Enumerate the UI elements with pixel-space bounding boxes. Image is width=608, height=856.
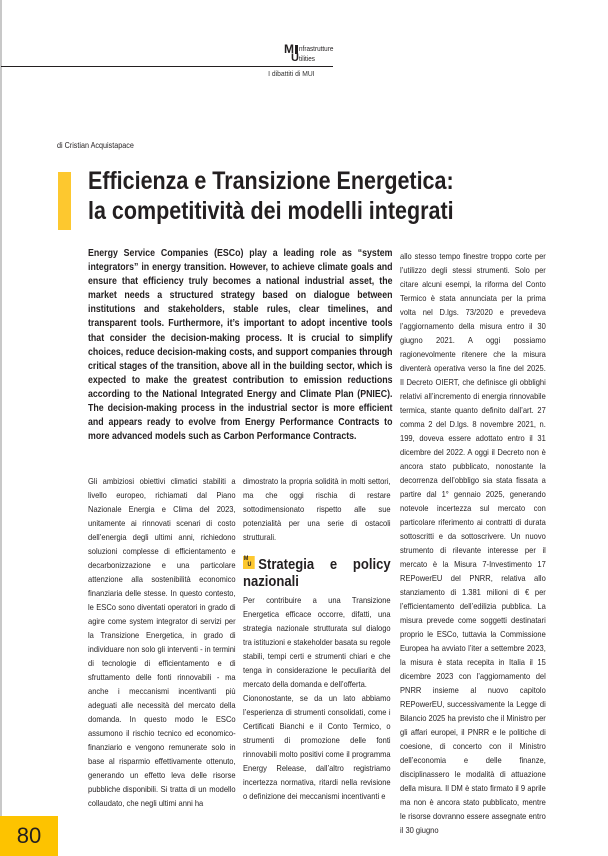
body-paragraph: dimostrato la propria solidità in molti settori, ma che oggi rischia di restare sottodimensionato rispetto alle sue potenzialità per una serie di ostacoli strutturali. xyxy=(243,476,391,542)
mu-section-icon xyxy=(243,556,255,569)
title-line-1: Efficienza e Transizione Energetica: xyxy=(88,167,454,195)
column-left xyxy=(88,474,236,810)
logo-word-infrastrutture: nfrastrutture xyxy=(299,44,334,53)
logo-mark-m: M xyxy=(284,42,293,56)
page-edge-border xyxy=(0,0,2,856)
body-paragraph: Per contribuire a una Transizione Energetica efficace occorre, difatti, una strategia nazionale strutturata sul dialogo tra istituzioni e stakeholder basata su regole stabili, tempi certi e strumenti chiari e che tenga in considerazione le peculiarità del mercato della domanda e dell’offerta. xyxy=(243,595,391,689)
column-right xyxy=(400,249,546,837)
header-rule xyxy=(1,66,333,67)
body-paragraph: Ciononostante, se da un lato abbiamo l’esperienza di strumenti consolidati, come i Certificati Bianchi e il Conto Termico, o strumenti di promozione delle fonti rinnovabili molto positivi come il programma Energy Release, dall’altro registriamo incertezza normativa, ritardi nella revisione o definizione dei meccanismi incentivanti e xyxy=(243,693,391,801)
logo-mark-u: U xyxy=(291,52,299,64)
body-paragraph: Gli ambiziosi obiettivi climatici stabiliti a livello europeo, richiamati dal Piano Nazionale Energia e Clima del 2023, unitamente ai rinnovati scenari di costo dell’energia degli ultimi anni, richiedono soluzioni complesse di efficientamento e decarbonizzazione e una particolare attenzione alla sostenibilità economico finanziaria delle stesse. In questo contesto, le ESCo sono diventati operatori in grado di agire come system integrator di servizi per la Transizione Energetica, in grado di individuare non solo gli interventi - in termini di tecnologie di efficientamento e di sfruttamento delle fonti rinnovabili - ma anche i meccanismi incentivanti più adeguati alle necessità del mercato della domanda. In questo modo le ESCo assumono il rischio tecnico ed economico-finanziario e vengono remunerate solo in base al risparmio effettivamente ottenuto, generando un effetto leva delle risorse pubbliche disponibili. Si tratta di un modello collaudato, che negli ultimi anni ha xyxy=(88,476,236,808)
section-label: I dibattiti di MUI xyxy=(268,69,315,78)
magazine-logo xyxy=(284,44,364,66)
column-middle xyxy=(243,474,391,803)
section-heading-text: Strategia e policy nazionali xyxy=(243,557,391,590)
title-line-2: la competitività dei modelli integrati xyxy=(88,197,454,225)
author-byline: di Cristian Acquistapace xyxy=(57,141,134,150)
article-title xyxy=(88,166,535,226)
body-paragraph: allo stesso tempo finestre troppo corte per l’utilizzo degli stessi strumenti. Solo per citare alcuni esempi, la riforma del Conto Termico è stata annunciata per la prima volta nel D.lgs. 73/2020 e prevedeva l’aggiornamento della misura entro il 30 giugno 2021. A oggi possiamo ragionevolmente ritenere che la misura diventerà operativa verso la fine del 2025. Il Decreto OIERT, che definisce gli obblighi relativi all’incremento di energia rinnovabile termica, stante quanto definito dall’art. 27 comma 2 del D.lgs. 8 novembre 2021, n. 199, doveva essere adottato entro il 31 dicembre del 2022. A oggi il Decreto non è ancora stato pubblicato, nonostante la decorrenza dell’obbligo sia stata fissata a partire dal 1° gennaio 2025, generando notevole incertezza sul mercato con particolare riferimento ai contratti di durata sottoscritti e da sottoscrivere. Un nuovo strumento di rilevante interesse per il mercato è la Misura 7-Investimento 17 REPowerEU del PNRR, relativa allo stanziamento di 1.381 milioni di € per l’efficientamento dell’edilizia pubblica. La misura prevede come soggetti destinatari proprio le ESCo, tuttavia la Commissione Europea ha avviato l’iter a settembre 2023, la misura è stata recepita in Italia il 15 dicembre 2023 con l’aggiornamento del PNRR insieme al nuovo capitolo REPowerEU, successivamente la Legge di Bilancio 2025 ha previsto che il Ministro per gli affari europei, il PNRR e le politiche di coesione, di concerto con il Ministro dell’economia e delle finanze, disciplinassero le modalità di attuazione della misura. Il DM è stato firmato il 9 aprile ma non è ancora stato pubblicato, mentre le risorse dovranno essere assegnate entro il 30 giugno xyxy=(400,251,546,835)
section-icon-u: U xyxy=(247,562,252,568)
logo-word-utilities: tilities xyxy=(299,54,315,63)
title-accent-bar xyxy=(58,172,71,230)
abstract-text: Energy Service Companies (ESCo) play a leading role as “system integrators” in energy transition. However, to achieve climate goals and ensure that efficiency truly becomes a national industrial asset, the market needs a structured strategy based on dialogue between institutions and stakeholders, stable rules, clear timelines, and transparent tools. Furthermore, it’s important to adopt incentive tools that consider the decision-making process. It is crucial to simplify choices, reduce decision-making costs, and support companies through critical stages of the transition, above all in the building sector, which is expected to make the greatest contribution to emission reductions according to the National Integrated Energy and Climate Plan (PNIEC). The decision-making process in the industrial sector is more efficient and appears ready to evolve from Energy Performance Contracts to more advanced models such as Carbon Performance Contracts. xyxy=(88,248,393,443)
section-icon-m: M xyxy=(243,556,249,562)
abstract xyxy=(88,247,410,444)
section-heading xyxy=(243,556,391,591)
page-number: 80 xyxy=(0,816,58,856)
mu-logo-mark xyxy=(284,44,299,66)
